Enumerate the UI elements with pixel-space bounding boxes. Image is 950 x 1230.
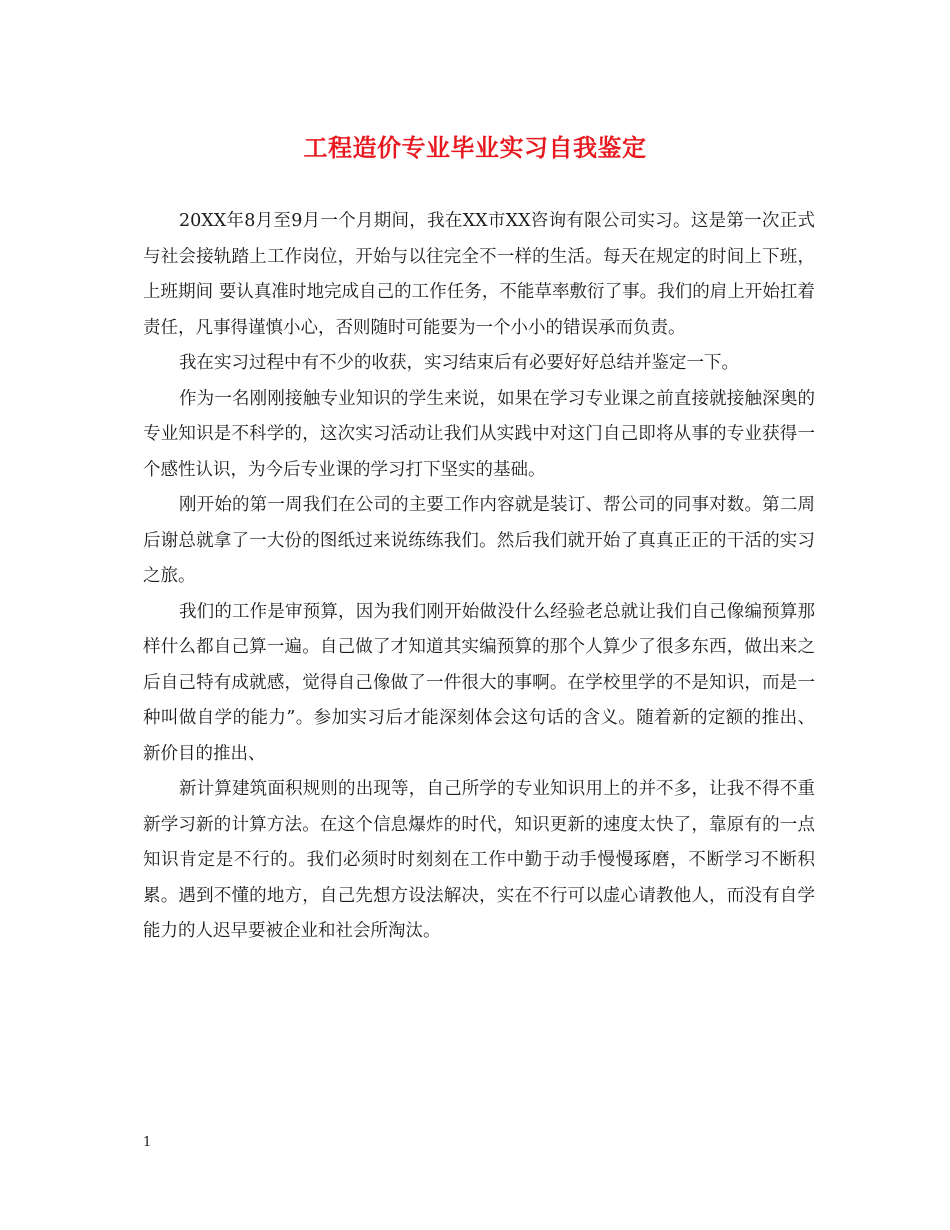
paragraph-3: 作为一名刚刚接触专业知识的学生来说，如果在学习专业课之前直接就接触深奥的专业知识是不科学的，这次实习活动让我们从实践中对这门自己即将从事的专业获得一个感性认识，为今后专业课的学习打下坚实的基础。 bbox=[143, 388, 815, 480]
paragraph-5: 我们的工作是审预算，因为我们刚开始做没什么经验老总就让我们自己像编预算那样什么都自己算一遍。自己做了才知道其实编预算的那个人算少了很多东西，做出来之后自己特有成就感，觉得自己像做了一件很大的事啊。在学校里学的不是知识，而是一种叫做自学的能力”。参加实习后才能深刻体会这句话的含义。随着新的定额的推出、新价目的推出、 bbox=[143, 601, 815, 764]
page-number: 1 bbox=[143, 1135, 152, 1150]
paragraph-2: 我在实习过程中有不少的收获，实习结束后有必要好好总结并鉴定一下。 bbox=[179, 353, 739, 373]
paragraph-1: 20XX年8月至9月一个月期间，我在XX市XX咨询有限公司实习。这是第一次正式与社会接轨踏上工作岗位，开始与以往完全不一样的生活。每天在规定的时间上下班，上班期间 要认真准时地完成自己的工作任务，不能草率敷衍了事。我们的肩上开始扛着责任，凡事得谨慎小心，否则随时可能要为一个小小的错误承而负责。 bbox=[143, 211, 815, 338]
paragraph-6: 新计算建筑面积规则的出现等，自己所学的专业知识用上的并不多，让我不得不重新学习新的计算方法。在这个信息爆炸的时代，知识更新的速度太快了，靠原有的一点知识肯定是不行的。我们必须时时刻刻在工作中勤于动手慢慢琢磨，不断学习不断积累。遇到不懂的地方，自己先想方设法解决，实在不行可以虚心请教他人，而没有自学能力的人迟早要被企业和社会所淘汰。 bbox=[143, 779, 815, 941]
document-body bbox=[143, 204, 815, 950]
document-title: 工程造价专业毕业实习自我鉴定 bbox=[303, 133, 647, 162]
paragraph-4: 刚开始的第一周我们在公司的主要工作内容就是装订、帮公司的同事对数。第二周后谢总就拿了一大份的图纸过来说练练我们。然后我们就开始了真真正正的干活的实习之旅。 bbox=[143, 495, 815, 586]
